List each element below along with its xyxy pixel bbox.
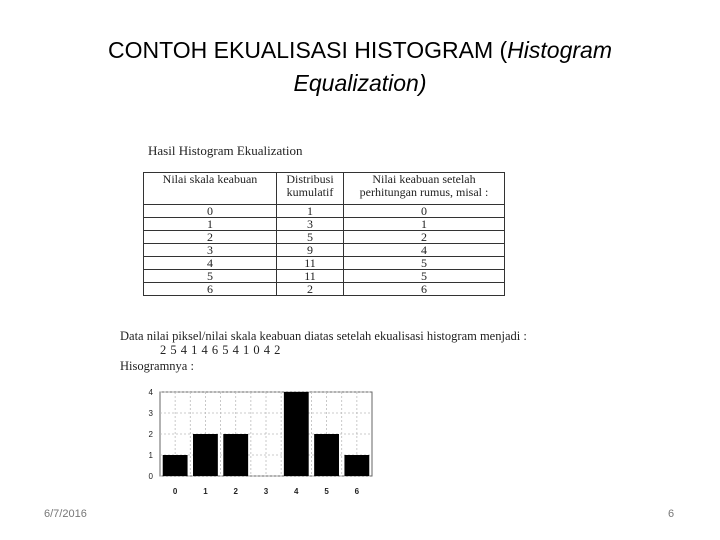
histogram-bar <box>314 434 339 476</box>
histogram-bar <box>344 455 369 476</box>
table-cell: 3 <box>277 218 344 231</box>
table-cell: 1 <box>344 218 505 231</box>
title-italic: Histogram Equalization) <box>293 37 612 96</box>
x-tick-label: 6 <box>354 487 360 496</box>
histogram-bar <box>163 455 188 476</box>
histogram-bar <box>284 392 309 476</box>
x-tick-label: 2 <box>233 487 238 496</box>
y-tick-label: 0 <box>148 472 153 481</box>
header-cumulative: Distribusi kumulatif <box>277 173 344 205</box>
pixel-values: 2 5 4 1 4 6 5 4 1 0 4 2 <box>160 343 281 357</box>
table-cell: 1 <box>144 218 277 231</box>
histogram-label: Hisogramnya : <box>120 359 194 373</box>
table-cell: 0 <box>344 205 505 218</box>
table-row <box>144 283 505 296</box>
table-cell: 5 <box>344 257 505 270</box>
table-cell: 2 <box>277 283 344 296</box>
y-tick-label: 2 <box>148 430 153 439</box>
table-row <box>144 231 505 244</box>
pixel-description: Data nilai piksel/nilai skala keabuan diatas setelah ekualisasi histogram menjadi : <box>120 329 527 343</box>
histogram-bar <box>223 434 248 476</box>
slide-date: 6/7/2016 <box>44 508 87 520</box>
y-tick-label: 3 <box>148 409 153 418</box>
table-cell: 4 <box>344 244 505 257</box>
table-row <box>144 270 505 283</box>
equalization-table <box>143 172 505 296</box>
table-cell: 11 <box>277 270 344 283</box>
table-header-row <box>144 173 505 205</box>
table-cell: 5 <box>277 231 344 244</box>
y-tick-label: 4 <box>148 388 153 397</box>
histogram-bar <box>193 434 218 476</box>
table-cell: 5 <box>344 270 505 283</box>
table-cell: 9 <box>277 244 344 257</box>
table-cell: 6 <box>144 283 277 296</box>
x-tick-label: 5 <box>324 487 329 496</box>
x-tick-label: 3 <box>263 487 269 496</box>
table-cell: 3 <box>144 244 277 257</box>
x-tick-label: 1 <box>203 487 208 496</box>
header-new-gray: Nilai keabuan setelah perhitungan rumus, misal : <box>344 173 505 205</box>
table-row <box>144 244 505 257</box>
table-row <box>144 257 505 270</box>
page-number: 6 <box>668 508 675 520</box>
result-heading: Hasil Histogram Ekualization <box>148 143 303 158</box>
slide-title <box>60 34 660 100</box>
title-main: CONTOH EKUALISASI HISTOGRAM ( <box>108 37 508 63</box>
table-cell: 11 <box>277 257 344 270</box>
header-gray-level: Nilai skala keabuan <box>144 173 277 205</box>
table-cell: 0 <box>144 205 277 218</box>
table-cell: 5 <box>144 270 277 283</box>
table-cell: 6 <box>344 283 505 296</box>
table-cell: 4 <box>144 257 277 270</box>
x-tick-label: 4 <box>294 487 299 496</box>
table-cell: 1 <box>277 205 344 218</box>
x-tick-label: 0 <box>172 487 178 496</box>
y-tick-label: 1 <box>148 451 153 460</box>
table-cell: 2 <box>144 231 277 244</box>
histogram-chart <box>140 384 380 500</box>
table-cell: 2 <box>344 231 505 244</box>
table-row <box>144 205 505 218</box>
table-row <box>144 218 505 231</box>
